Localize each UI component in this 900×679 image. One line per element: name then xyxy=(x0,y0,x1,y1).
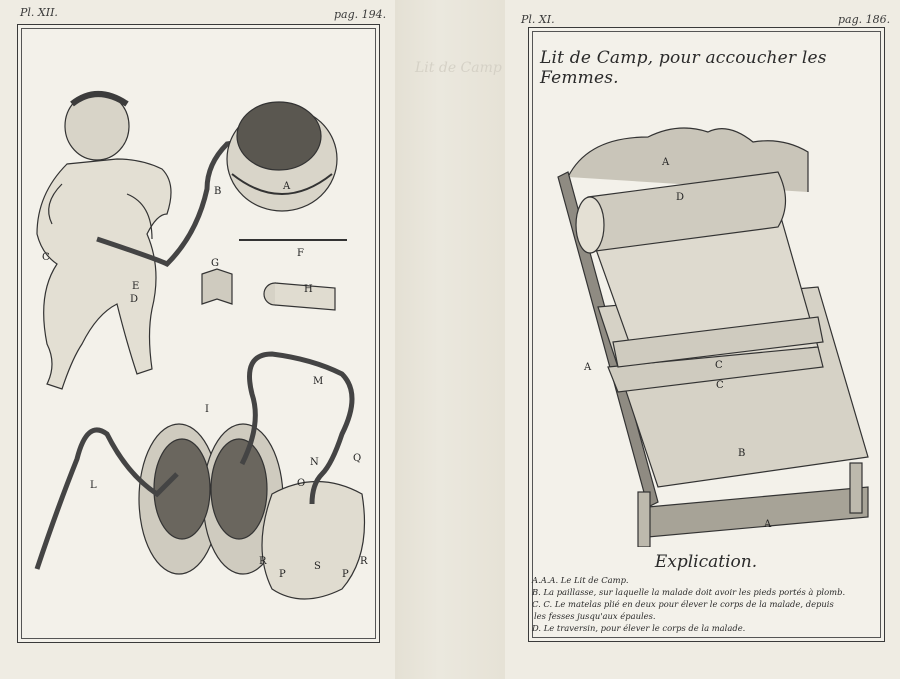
bed-post-foot-left xyxy=(638,492,650,547)
label-s: S xyxy=(314,561,321,572)
bandage-h xyxy=(264,283,335,310)
label-a-left: A xyxy=(584,362,592,373)
bed-engraving xyxy=(528,27,883,547)
placenta-a xyxy=(227,102,337,211)
left-page-reference: pag. 194. xyxy=(334,8,387,21)
label-g: G xyxy=(211,258,219,269)
show-through-text: Lit de Camp xyxy=(415,60,502,76)
label-n: N xyxy=(310,457,319,468)
label-r1: R xyxy=(259,556,267,567)
label-b: B xyxy=(738,448,746,459)
anatomical-engraving xyxy=(17,24,378,641)
label-r2: R xyxy=(360,556,368,567)
label-l: L xyxy=(90,480,97,491)
label-e: E xyxy=(132,281,140,292)
label-m: M xyxy=(313,376,324,387)
explication-heading: Explication. xyxy=(654,552,758,572)
right-plate-number: Pl. XI. xyxy=(521,13,555,26)
label-c2: C xyxy=(716,380,724,391)
label-p2: P xyxy=(342,569,349,580)
twin-placenta-i xyxy=(139,424,283,574)
explication-box xyxy=(532,552,880,638)
label-i: I xyxy=(205,404,209,415)
right-page-reference: pag. 186. xyxy=(838,13,891,26)
label-a-bottom: A xyxy=(764,519,772,530)
label-f: F xyxy=(297,248,304,259)
page-gutter xyxy=(395,0,505,679)
label-d: D xyxy=(130,294,139,305)
label-b: B xyxy=(214,186,222,197)
label-c: C xyxy=(42,252,50,263)
explication-line-2: B. La paillasse, sur laquelle la malade doit avoir les pieds portés à plomb. xyxy=(532,587,846,597)
plate-title: Lit de Camp, pour accoucher les Femmes. xyxy=(540,48,827,88)
explication-line-1: A.A.A. Le Lit de Camp. xyxy=(532,575,629,585)
label-c1: C xyxy=(715,360,723,371)
explication-line-4: les fesses jusqu'aux épaules. xyxy=(534,611,656,621)
label-p1: P xyxy=(279,569,286,580)
label-d: D xyxy=(676,192,685,203)
label-o: O xyxy=(297,478,306,489)
label-a: A xyxy=(283,181,291,192)
label-q: Q xyxy=(353,453,362,464)
explication-line-5: D. Le traversin, pour élever le corps de la malade. xyxy=(532,623,746,633)
bed-post-foot-right xyxy=(850,463,862,513)
label-a-top: A xyxy=(662,157,670,168)
label-h: H xyxy=(304,284,313,295)
explication-line-3: C. C. Le matelas plié en deux pour élever le corps de la malade, depuis xyxy=(532,599,834,609)
left-plate-number: Pl. XII. xyxy=(20,6,58,19)
instrument-g xyxy=(202,269,232,304)
